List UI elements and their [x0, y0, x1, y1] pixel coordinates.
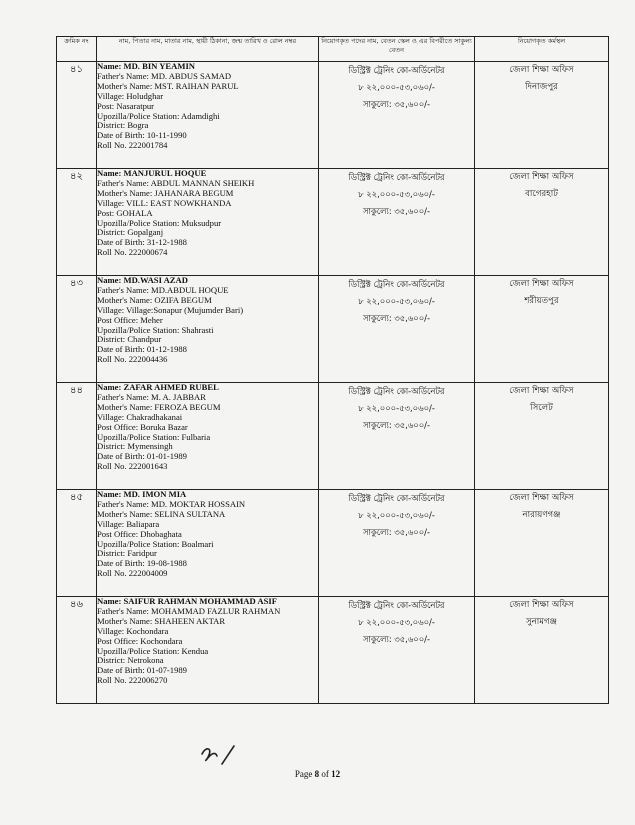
post-line: সাকুল্যে: ৩৫,৬০০/-: [362, 99, 431, 109]
detail-line: Date of Birth: 31-12-1988: [97, 238, 187, 248]
detail-line: Date of Birth: 01-07-1989: [97, 666, 187, 676]
post-and-salary: [319, 62, 475, 169]
workplace-line: জেলা শিক্ষা অফিস: [509, 493, 574, 503]
detail-line: Roll No. 222001643: [97, 462, 168, 472]
detail-line: Roll No. 222004009: [97, 569, 168, 579]
detail-line: Upozilla/Police Station: Kendua: [97, 646, 209, 656]
post-line: সাকুল্যে: ৩৫,৬০০/-: [362, 420, 431, 430]
post-and-salary: [319, 490, 475, 597]
workplace-line: সিলেট: [530, 403, 553, 413]
detail-line: Mother's Name: FEROZA BEGUM: [97, 402, 221, 412]
page-footer: [0, 769, 635, 779]
detail-line: Father's Name: MD. MOKTAR HOSSAIN: [97, 499, 246, 509]
detail-line: Post Office: Meher: [97, 315, 163, 325]
workplace: [475, 169, 609, 276]
candidate-details: [97, 169, 319, 276]
post-and-salary: [319, 383, 475, 490]
detail-line: Upozilla/Police Station: Shahrasti: [97, 325, 214, 335]
detail-line: Village: Chakradhakanai: [97, 412, 183, 422]
detail-line: Father's Name: MD.ABDUL HOQUE: [97, 285, 229, 295]
post-line: ডিস্ট্রিক্ট ট্রেনিং কো-অর্ডিনেটর: [348, 600, 445, 610]
detail-line: Village: Village:Sonapur (Mujumder Bari): [97, 305, 244, 315]
detail-line: Post Office: Boruka Bazar: [97, 422, 188, 432]
workplace-line: সুনামগঞ্জ: [525, 617, 558, 627]
candidate-details: [97, 62, 319, 169]
detail-line: Post: GOHALA: [97, 208, 153, 218]
workplace-line: জেলা শিক্ষা অফিস: [509, 279, 574, 289]
post-and-salary: [319, 597, 475, 704]
detail-line: Father's Name: MOHAMMAD FAZLUR RAHMAN: [97, 606, 281, 616]
table-header-row: [57, 37, 609, 62]
detail-line: Date of Birth: 10-11-1990: [97, 131, 187, 141]
detail-line: Roll No. 222001784: [97, 141, 168, 151]
post-line: ৮ ২২,০০০-৫৩,০৬০/-: [358, 296, 435, 306]
workplace: [475, 490, 609, 597]
detail-line: Father's Name: MD. ABDUS SAMAD: [97, 71, 232, 81]
detail-line: Date of Birth: 19-08-1988: [97, 559, 187, 569]
footer-page-prefix: Page: [294, 769, 315, 779]
detail-line: Date of Birth: 01-12-1988: [97, 345, 187, 355]
post-line: ডিস্ট্রিক্ট ট্রেনিং কো-অর্ডিনেটর: [348, 386, 445, 396]
workplace-line: বাগেরহাট: [525, 189, 558, 199]
detail-line: Roll No. 222004436: [97, 355, 168, 365]
serial-number: ৪৪: [57, 383, 97, 490]
candidate-details: [97, 490, 319, 597]
workplace-line: জেলা শিক্ষা অফিস: [509, 600, 574, 610]
footer-page-number: 8: [314, 769, 320, 779]
workplace-line: নারায়ণগঞ্জ: [522, 510, 561, 520]
post-and-salary: [319, 169, 475, 276]
workplace: [475, 276, 609, 383]
table-row: [57, 62, 609, 169]
post-and-salary: [319, 276, 475, 383]
candidate-details: [97, 597, 319, 704]
header-post: নিয়োগকৃত পদের নাম, বেতন স্কেল ও এর বিপরীতে সাকুল্য বেতন: [319, 37, 475, 62]
post-line: সাকুল্যে: ৩৫,৬০০/-: [362, 206, 431, 216]
candidate-name: Name: MD. BIN YEAMIN: [97, 62, 196, 71]
post-line: ডিস্ট্রিক্ট ট্রেনিং কো-অর্ডিনেটর: [348, 172, 445, 182]
detail-line: District: Mymensingh: [97, 442, 173, 452]
post-line: ৮ ২২,০০০-৫৩,০৬০/-: [358, 510, 435, 520]
candidate-name: Name: SAIFUR RAHMAN MOHAMMAD ASIF: [97, 597, 277, 606]
candidate-name: Name: MD.WASI AZAD: [97, 276, 188, 285]
detail-line: Village: VILL: EAST NOWKHANDA: [97, 198, 232, 208]
post-line: সাকুল্যে: ৩৫,৬০০/-: [362, 527, 431, 537]
candidate-details: [97, 276, 319, 383]
detail-line: Mother's Name: OZIFA BEGUM: [97, 295, 212, 305]
post-line: ৮ ২২,০০০-৫৩,০৬০/-: [358, 189, 435, 199]
serial-number: ৪৫: [57, 490, 97, 597]
detail-line: Mother's Name: SELINA SULTANA: [97, 509, 226, 519]
workplace: [475, 597, 609, 704]
post-line: ডিস্ট্রিক্ট ট্রেনিং কো-অর্ডিনেটর: [348, 493, 445, 503]
appointment-table: [56, 36, 609, 704]
detail-line: Upozilla/Police Station: Adamdighi: [97, 111, 220, 121]
detail-line: Village: Baliapara: [97, 519, 160, 529]
detail-line: Post: Nasaratpur: [97, 101, 155, 111]
detail-line: District: Faridpur: [97, 549, 157, 559]
header-serial: ক্রমিক নং: [57, 37, 97, 62]
candidate-name: Name: ZAFAR AHMED RUBEL: [97, 383, 219, 392]
detail-line: Mother's Name: SHAHEEN AKTAR: [97, 616, 226, 626]
detail-line: Mother's Name: JAHANARA BEGUM: [97, 188, 234, 198]
post-line: ডিস্ট্রিক্ট ট্রেনিং কো-অর্ডিনেটর: [348, 279, 445, 289]
candidate-details: [97, 383, 319, 490]
detail-line: Father's Name: ABDUL MANNAN SHEIKH: [97, 178, 255, 188]
detail-line: Post Office: Dhobaghata: [97, 529, 182, 539]
detail-line: Upozilla/Police Station: Fulbaria: [97, 432, 211, 442]
detail-line: Village: Holudghar: [97, 91, 164, 101]
table-row: [57, 597, 609, 704]
detail-line: District: Chandpur: [97, 335, 162, 345]
post-line: ৮ ২২,০০০-৫৩,০৬০/-: [358, 82, 435, 92]
detail-line: Roll No. 222000674: [97, 248, 168, 258]
post-line: ডিস্ট্রিক্ট ট্রেনিং কো-অর্ডিনেটর: [348, 65, 445, 75]
workplace-line: দিনাজপুর: [525, 82, 558, 92]
footer-page-mid: of: [319, 769, 332, 779]
serial-number: ৪৩: [57, 276, 97, 383]
detail-line: District: Gopalganj: [97, 228, 164, 238]
candidate-name: Name: MD. IMON MIA: [97, 490, 187, 499]
serial-number: ৪১: [57, 62, 97, 169]
workplace-line: জেলা শিক্ষা অফিস: [509, 65, 574, 75]
post-line: ৮ ২২,০০০-৫৩,০৬০/-: [358, 403, 435, 413]
footer-page-total: 12: [331, 769, 341, 779]
table-row: [57, 169, 609, 276]
detail-line: District: Netrokona: [97, 656, 164, 666]
workplace: [475, 62, 609, 169]
detail-line: Post Office: Kochondara: [97, 636, 183, 646]
detail-line: District: Bogra: [97, 121, 149, 131]
table-row: [57, 383, 609, 490]
workplace-line: জেলা শিক্ষা অফিস: [509, 386, 574, 396]
detail-line: Upozilla/Police Station: Muksudpur: [97, 218, 222, 228]
header-details: নাম, পিতার নাম, মাতার নাম, স্থায়ী ঠিকানা, জন্ম তারিখ ও রোল নম্বর: [97, 37, 319, 62]
serial-number: ৪৬: [57, 597, 97, 704]
detail-line: Upozilla/Police Station: Boalmari: [97, 539, 214, 549]
workplace: [475, 383, 609, 490]
detail-line: Mother's Name: MST. RAIHAN PARUL: [97, 81, 239, 91]
post-line: ৮ ২২,০০০-৫৩,০৬০/-: [358, 617, 435, 627]
post-line: সাকুল্যে: ৩৫,৬০০/-: [362, 313, 431, 323]
detail-line: Father's Name: M. A. JABBAR: [97, 392, 206, 402]
detail-line: Roll No. 222006270: [97, 676, 168, 686]
candidate-name: Name: MANJURUL HOQUE: [97, 169, 207, 178]
table-row: [57, 490, 609, 597]
detail-line: Date of Birth: 01-01-1989: [97, 452, 187, 462]
table-body: [57, 62, 609, 704]
post-line: সাকুল্যে: ৩৫,৬০০/-: [362, 634, 431, 644]
table-row: [57, 276, 609, 383]
serial-number: ৪২: [57, 169, 97, 276]
handwritten-initial: [198, 742, 244, 768]
workplace-line: জেলা শিক্ষা অফিস: [509, 172, 574, 182]
detail-line: Village: Kochondara: [97, 626, 169, 636]
workplace-line: শরীয়তপুর: [524, 296, 559, 306]
header-office: নিয়োগকৃত কর্মস্থল: [475, 37, 609, 62]
